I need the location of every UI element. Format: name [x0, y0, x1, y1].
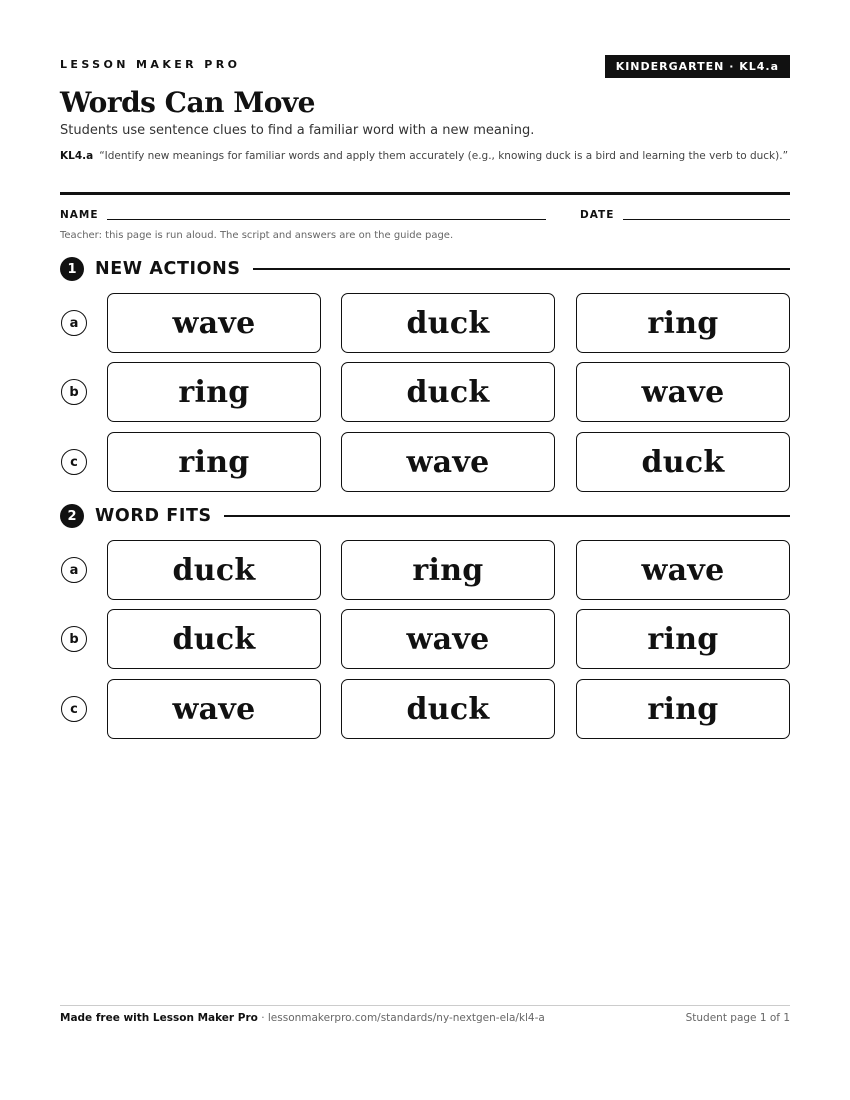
word-choice: wave: [172, 691, 256, 727]
word-choice: wave: [172, 305, 256, 341]
item-row: [60, 432, 790, 492]
footer-credit: [60, 1012, 545, 1024]
word-choice-box[interactable]: [341, 609, 555, 669]
word-choice-box[interactable]: [107, 609, 321, 669]
word-choice: ring: [647, 305, 719, 341]
word-choice-box[interactable]: [107, 293, 321, 353]
word-choice-box[interactable]: [107, 540, 321, 600]
word-choice: ring: [647, 621, 719, 657]
section-header: [60, 257, 790, 281]
word-choice: wave: [406, 444, 490, 480]
row-letter: c: [61, 449, 87, 475]
row-letter: b: [61, 379, 87, 405]
word-choice: ring: [178, 444, 250, 480]
footer-url[interactable]: · lessonmakerpro.com/standards/ny-nextgen-ela/kl4-a: [257, 1012, 545, 1024]
word-choice: duck: [172, 621, 256, 657]
word-choice-box[interactable]: [576, 362, 790, 422]
word-choice-box[interactable]: [576, 679, 790, 739]
section-word-fits: [60, 504, 790, 739]
item-row: [60, 293, 790, 353]
grade-badge: KINDERGARTEN · KL4.a: [605, 55, 790, 78]
section-title: NEW ACTIONS: [95, 259, 241, 279]
word-choice-box[interactable]: [341, 293, 555, 353]
word-choice: duck: [641, 444, 725, 480]
standard-description: [60, 148, 790, 164]
word-choice-box[interactable]: [341, 540, 555, 600]
word-choice: ring: [647, 691, 719, 727]
item-row: [60, 679, 790, 739]
section-number: 1: [60, 257, 84, 281]
footer-made: Made free with Lesson Maker Pro: [60, 1012, 258, 1024]
standard-text: “Identify new meanings for familiar words and apply them accurately (e.g., knowing duck is a bird and learning the verb to duck).”: [99, 150, 789, 162]
word-choice: ring: [178, 374, 250, 410]
date-label: DATE: [580, 209, 615, 221]
word-choice-box[interactable]: [107, 362, 321, 422]
word-choice-box[interactable]: [576, 609, 790, 669]
heavy-divider: [60, 192, 790, 195]
brand-name: LESSON MAKER PRO: [60, 58, 241, 71]
item-row: [60, 362, 790, 422]
word-choice-box[interactable]: [107, 432, 321, 492]
word-choice: wave: [641, 552, 725, 588]
word-choice-box[interactable]: [576, 293, 790, 353]
section-number: 2: [60, 504, 84, 528]
page-subtitle: Students use sentence clues to find a familiar word with a new meaning.: [60, 123, 535, 138]
section-rule: [224, 515, 790, 516]
word-choice: duck: [172, 552, 256, 588]
word-choice: duck: [406, 305, 490, 341]
word-choice-box[interactable]: [576, 432, 790, 492]
section-header: [60, 504, 790, 528]
standard-code: KL4.a: [60, 150, 94, 162]
date-line[interactable]: [623, 219, 790, 220]
item-row: [60, 540, 790, 600]
word-choice: wave: [641, 374, 725, 410]
word-choice: duck: [406, 691, 490, 727]
section-title: WORD FITS: [95, 506, 212, 526]
page-title: Words Can Move: [60, 86, 315, 119]
word-choice: ring: [412, 552, 484, 588]
name-label: NAME: [60, 209, 99, 221]
item-row: [60, 609, 790, 669]
word-choice-box[interactable]: [576, 540, 790, 600]
word-choice-box[interactable]: [341, 362, 555, 422]
row-letter: a: [61, 557, 87, 583]
word-choice-box[interactable]: [341, 432, 555, 492]
word-choice: duck: [406, 374, 490, 410]
footer-divider: [60, 1005, 790, 1006]
section-rule: [253, 268, 790, 269]
row-letter: c: [61, 696, 87, 722]
section-new-actions: [60, 257, 790, 492]
row-letter: a: [61, 310, 87, 336]
word-choice: wave: [406, 621, 490, 657]
row-letter: b: [61, 626, 87, 652]
teacher-note: Teacher: this page is run aloud. The script and answers are on the guide page.: [60, 230, 454, 241]
name-line[interactable]: [107, 219, 546, 220]
word-choice-box[interactable]: [107, 679, 321, 739]
word-choice-box[interactable]: [341, 679, 555, 739]
page-number: Student page 1 of 1: [685, 1012, 790, 1024]
